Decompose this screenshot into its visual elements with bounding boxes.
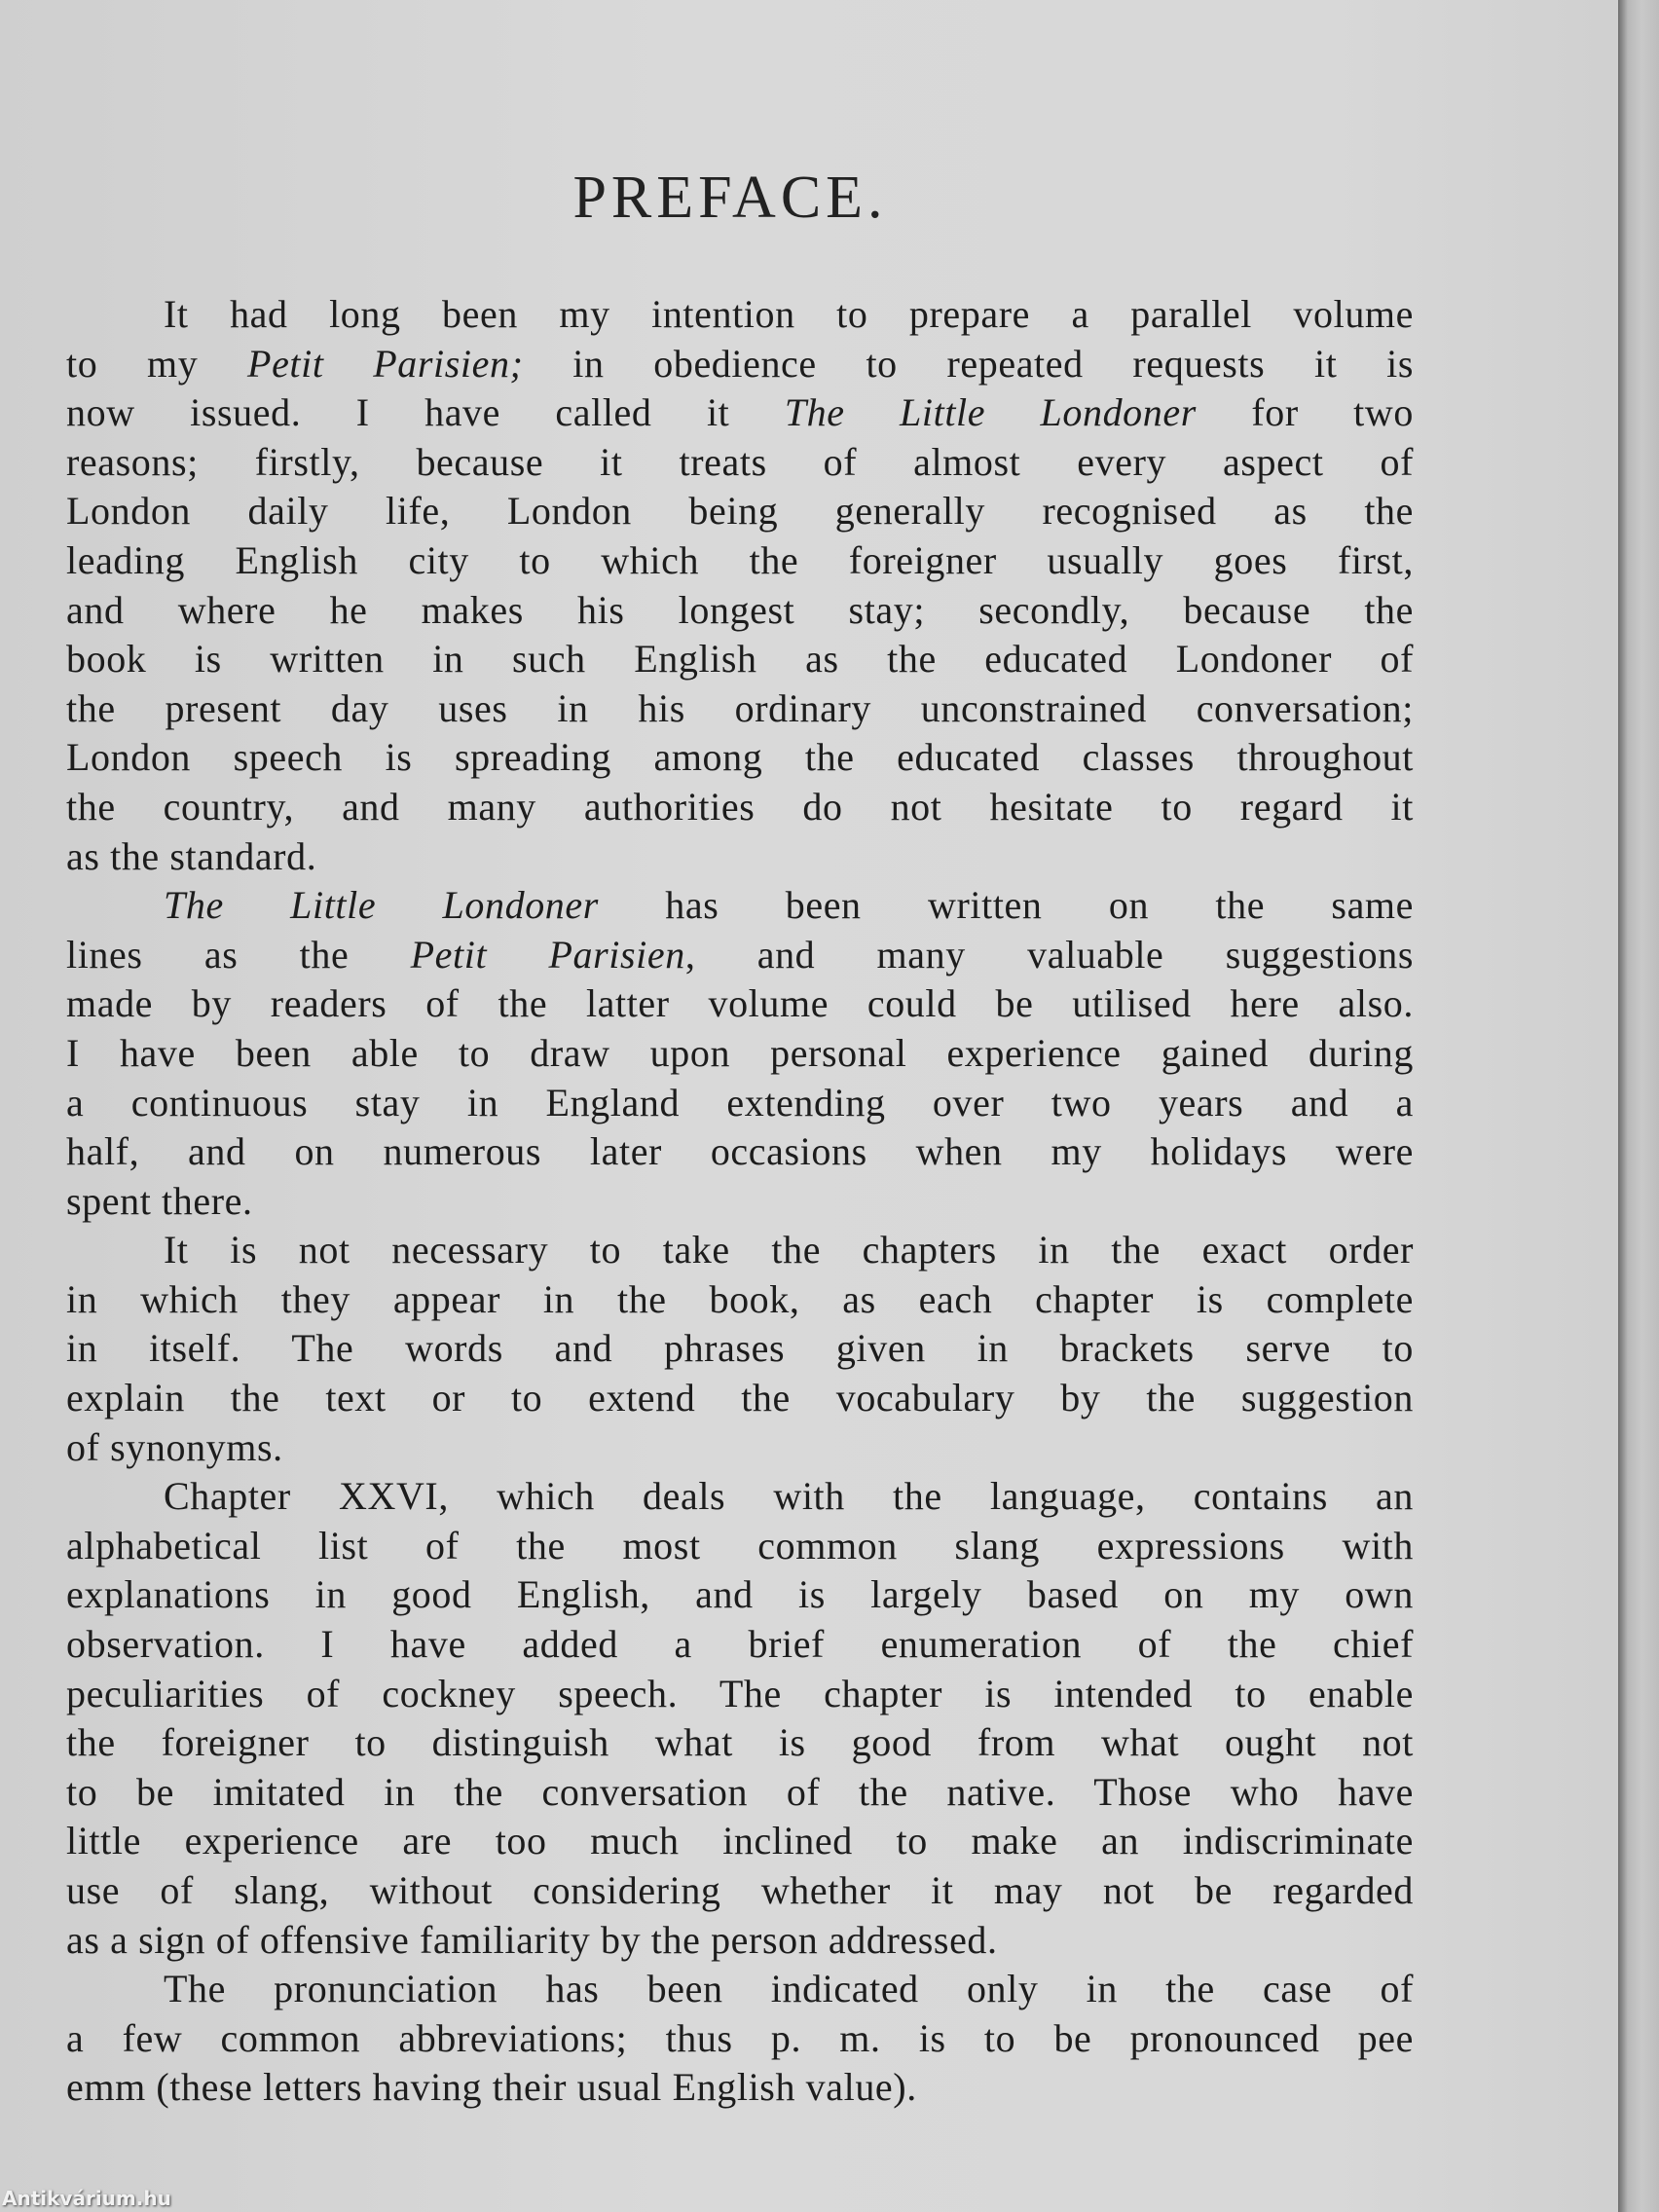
text-line bbox=[66, 733, 1414, 783]
text-segment: little experience are too much inclined to make an indiscriminate bbox=[66, 1819, 1414, 1863]
text-segment: in obedience to repeated requests it is bbox=[523, 341, 1414, 386]
text-line bbox=[66, 1620, 1414, 1670]
italic-title-text: Petit Parisien; bbox=[247, 341, 524, 386]
text-line bbox=[66, 1177, 1414, 1227]
text-segment: to be imitated in the conversation of the native. Those who have bbox=[66, 1769, 1414, 1814]
text-segment: for two bbox=[1196, 390, 1414, 435]
text-segment: Chapter XXVI, which deals with the language, contains an bbox=[164, 1474, 1414, 1519]
italic-title-text: The Little Londoner bbox=[164, 883, 599, 928]
text-line bbox=[66, 1916, 1414, 1966]
text-segment: I have been able to draw upon personal experience gained during bbox=[66, 1030, 1414, 1075]
text-segment: , and many valuable suggestions bbox=[684, 932, 1414, 977]
text-segment: has been written on the same bbox=[598, 883, 1414, 928]
text-line bbox=[66, 1866, 1414, 1916]
text-line bbox=[66, 783, 1414, 832]
text-segment: the present day uses in his ordinary unconstrained conversation; bbox=[66, 685, 1414, 730]
text-segment: as a sign of offensive familiarity by the person addressed. bbox=[66, 1917, 998, 1962]
text-segment: made by readers of the latter volume could be utilised here also. bbox=[66, 981, 1414, 1026]
text-segment: spent there. bbox=[66, 1178, 253, 1223]
text-segment: in itself. The words and phrases given in brackets serve to bbox=[66, 1326, 1414, 1371]
text-segment: reasons; firstly, because it treats of almost every aspect of bbox=[66, 439, 1414, 484]
text-segment: a continuous stay in England extending over two years and a bbox=[66, 1080, 1414, 1124]
text-line bbox=[66, 586, 1414, 636]
text-segment: It had long been my intention to prepare a parallel volume bbox=[164, 292, 1414, 336]
text-line bbox=[66, 1079, 1414, 1128]
text-line bbox=[66, 684, 1414, 734]
text-line bbox=[66, 832, 1414, 882]
text-segment: leading English city to which the foreigner usually goes first, bbox=[66, 537, 1414, 582]
text-segment: now issued. I have called it bbox=[66, 390, 785, 435]
text-line bbox=[66, 931, 1414, 980]
text-segment: explanations in good English, and is largely based on my own bbox=[66, 1572, 1414, 1617]
text-line bbox=[66, 1275, 1414, 1325]
text-line bbox=[66, 1226, 1414, 1275]
text-segment: half, and on numerous later occasions when my holidays were bbox=[66, 1129, 1414, 1174]
italic-title-text: The Little Londoner bbox=[784, 390, 1197, 435]
text-segment: observation. I have added a brief enumeration of the chief bbox=[66, 1622, 1414, 1667]
text-line bbox=[66, 2063, 1414, 2113]
italic-title-text: Petit Parisien bbox=[410, 932, 685, 977]
text-line bbox=[66, 1965, 1414, 2014]
text-line bbox=[66, 438, 1414, 488]
text-line bbox=[66, 1127, 1414, 1177]
text-segment: The pronunciation has been indicated only in the case of bbox=[164, 1967, 1414, 2011]
text-segment: emm (these letters having their usual English value). bbox=[66, 2065, 917, 2110]
text-segment: London speech is spreading among the educated classes throughout bbox=[66, 735, 1414, 780]
text-line bbox=[66, 1817, 1414, 1866]
text-segment: explain the text or to extend the vocabulary by the suggestion bbox=[66, 1376, 1414, 1420]
text-line bbox=[66, 635, 1414, 684]
text-line bbox=[66, 1472, 1414, 1522]
text-segment: London daily life, London being generally recognised as the bbox=[66, 489, 1414, 534]
text-line bbox=[66, 487, 1414, 536]
text-line bbox=[66, 1029, 1414, 1079]
text-segment: use of slang, without considering whether it may not be regarded bbox=[66, 1868, 1414, 1912]
page-title: PREFACE. bbox=[572, 165, 888, 231]
text-line bbox=[66, 2014, 1414, 2064]
text-line bbox=[66, 388, 1414, 438]
watermark: Antikvárium.hu bbox=[2, 2187, 171, 2210]
text-line bbox=[66, 1423, 1414, 1473]
text-line bbox=[66, 1324, 1414, 1374]
text-segment: as the standard. bbox=[66, 833, 317, 878]
text-segment: the country, and many authorities do not hesitate to regard it bbox=[66, 784, 1414, 829]
text-line bbox=[66, 1570, 1414, 1620]
text-line bbox=[66, 290, 1414, 340]
book-spine-edge bbox=[1618, 0, 1659, 2212]
text-line bbox=[66, 1718, 1414, 1768]
text-line bbox=[66, 536, 1414, 586]
text-line bbox=[66, 1768, 1414, 1818]
text-line bbox=[66, 1522, 1414, 1571]
text-line bbox=[66, 1374, 1414, 1423]
preface-body bbox=[66, 290, 1414, 2113]
text-segment: the foreigner to distinguish what is good from what ought not bbox=[66, 1720, 1414, 1765]
text-segment: lines as the bbox=[66, 932, 411, 977]
text-segment: book is written in such English as the educated Londoner of bbox=[66, 637, 1414, 682]
text-segment: alphabetical list of the most common slang expressions with bbox=[66, 1523, 1414, 1567]
text-line bbox=[66, 1670, 1414, 1719]
text-segment: a few common abbreviations; thus p. m. is to be pronounced pee bbox=[66, 2015, 1414, 2060]
text-segment: of synonyms. bbox=[66, 1424, 283, 1469]
text-segment: It is not necessary to take the chapters in the exact order bbox=[164, 1228, 1414, 1272]
text-segment: and where he makes his longest stay; secondly, because the bbox=[66, 587, 1414, 632]
text-line bbox=[66, 340, 1414, 389]
text-line bbox=[66, 881, 1414, 931]
text-segment: to my bbox=[66, 341, 248, 386]
text-line bbox=[66, 979, 1414, 1029]
text-segment: peculiarities of cockney speech. The chapter is intended to enable bbox=[66, 1671, 1414, 1715]
text-segment: in which they appear in the book, as each chapter is complete bbox=[66, 1276, 1414, 1321]
